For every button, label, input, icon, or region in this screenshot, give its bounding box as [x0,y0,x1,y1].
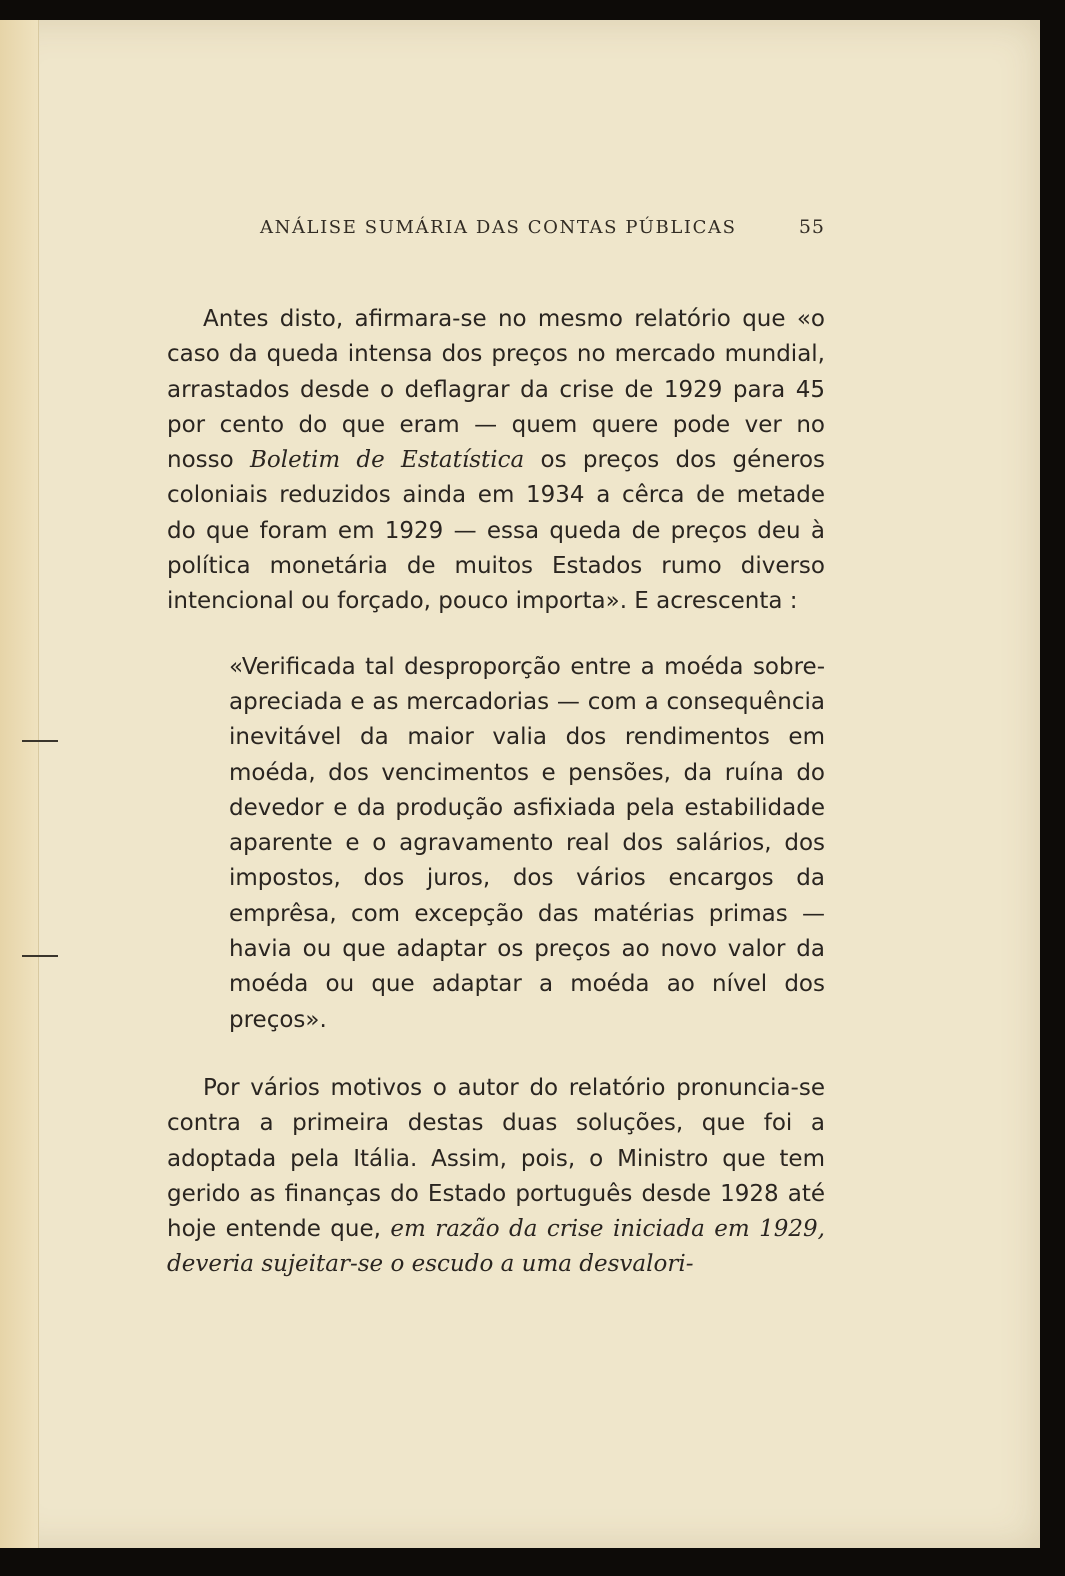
page-content [167,216,825,1283]
paragraph-1-text: Antes disto, afirmara-se no mesmo relatório que «o caso da queda intensa dos preços no mercado mundial, arrastados desde o deflagrar da crise de 1929 para 45 por cento do que eram — quem quere pode ver no nosso [167,306,825,474]
page-edge [0,20,39,1548]
paragraph-1 [167,302,825,620]
page-number: 55 [798,216,825,238]
running-header [167,216,825,256]
paragraph-3-text: Por vários motivos o autor do relatório pronuncia-se contra a primeira destas duas soluções, que foi a adoptada pela Itália. Assim, pois, o Ministro que tem gerido as finanças do Estado português desde 1928 até hoje entende que, [167,1074,825,1243]
paragraph-1-text-end: os preços dos géneros coloniais reduzidos ainda em 1934 a cêrca de metade do que foram em 1929 — essa queda de preços deu à política monetária de muitos Estados rumo diverso intencional ou forçado, pouco importa». E acrescenta : [167,447,825,615]
paragraph-1-italic: Boletim de Estatística [250,447,525,474]
paragraph-3-italic: em razão da crise iniciada em 1929, deveria sujeitar-se o escudo a uma desvalori- [167,1216,825,1278]
paragraph-3 [167,1071,825,1283]
margin-mark [22,740,58,742]
book-page [0,20,1040,1548]
block-quote [229,650,825,1038]
margin-mark [22,955,58,957]
block-quote-text: «Verificada tal desproporção entre a moéda sobre-apreciada e as mercadorias — com a consequência inevitável da maior valia dos rendimentos em moéda, dos vencimentos e pensões, da ruína do devedor e da produção asfixiada pela estabilidade aparente e o agravamento real dos salários, dos impostos, dos juros, dos vários encargos da emprêsa, com excepção das matérias primas — havia ou que adaptar os preços ao novo valor da moéda ou que adaptar a moéda ao nível dos preços». [229,653,825,1033]
header-title: ANÁLISE SUMÁRIA DAS CONTAS PÚBLICAS [260,217,737,238]
